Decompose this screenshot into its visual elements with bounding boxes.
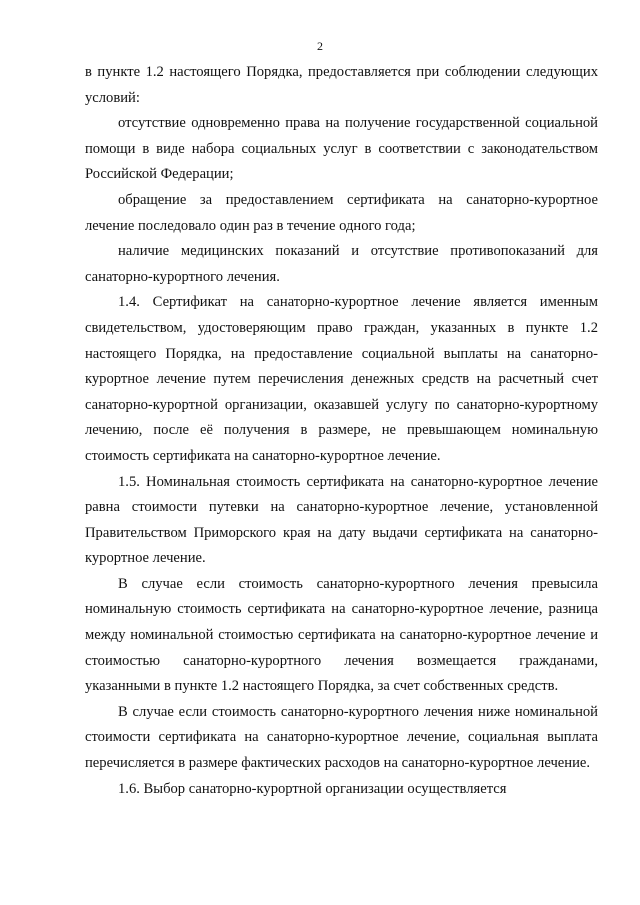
document-body <box>85 60 598 802</box>
paragraph-cost-exceeds: В случае если стоимость санаторно-курортного лечения превысила номинальную стоимость сертификата на санаторно-курортное лечение, разница между номинальной стоимостью сертификата на санаторно-курортное лечение и стоимостью санаторно-курортного лечения возмещается гражданами, указанными в пункте 1.2 настоящего Порядка, за счет собственных средств. <box>85 575 598 695</box>
paragraph-section-1-4: 1.4. Сертификат на санаторно-курортное лечение является именным свидетельством, удостоверяющим право граждан, указанных в пункте 1.2 настоящего Порядка, на предоставление социальной выплаты на санаторно-курортное лечение путем перечисления денежных средств на расчетный счет санаторно-курортной организации, оказавшей услугу по санаторно-курортному лечению, после её получения в размере, не превышающем номинальную стоимость сертификата на санаторно-курортное лечение. <box>85 294 598 464</box>
paragraph-section-1-6: 1.6. Выбор санаторно-курортной организации осуществляется <box>118 780 507 797</box>
paragraph-condition-medical-indications: наличие медицинских показаний и отсутствие противопоказаний для санаторно-курортного лечения. <box>85 243 598 285</box>
paragraph-cost-lower: В случае если стоимость санаторно-курортного лечения ниже номинальной стоимости сертификата на санаторно-курортное лечение, социальная выплата перечисляется в размере фактических расходов на санаторно-курортное лечение. <box>85 703 598 772</box>
paragraph-conditions-intro: в пункте 1.2 настоящего Порядка, предоставляется при соблюдении следующих условий: <box>85 64 598 106</box>
paragraph-section-1-5: 1.5. Номинальная стоимость сертификата на санаторно-курортное лечение равна стоимости путевки на санаторно-курортное лечение, установленной Правительством Приморского края на дату выдачи сертификата на санаторно-курортное лечение. <box>85 473 598 567</box>
paragraph-condition-once-a-year: обращение за предоставлением сертификата на санаторно-курортное лечение последовало один раз в течение одного года; <box>85 191 598 234</box>
page-number: 2 <box>317 39 323 53</box>
paragraph-condition-no-social-help: отсутствие одновременно права на получение государственной социальной помощи в виде набора социальных услуг в соответствии с законодательством Российской Федерации; <box>85 115 598 183</box>
